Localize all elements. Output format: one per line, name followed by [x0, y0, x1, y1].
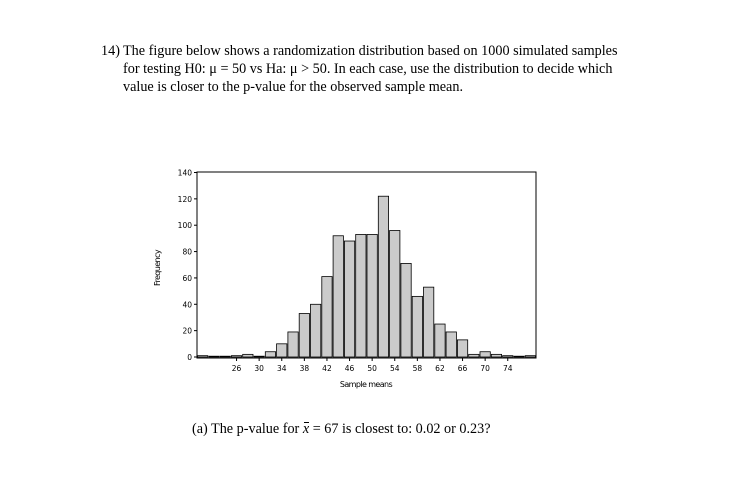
histogram-bar [401, 263, 411, 357]
y-tick-label: 120 [177, 194, 192, 204]
histogram-bar [435, 324, 445, 357]
y-tick-label: 140 [177, 168, 192, 178]
histogram-bar [457, 340, 467, 357]
x-tick-label: 74 [502, 364, 513, 373]
x-tick-label: 42 [322, 364, 332, 373]
histogram-bar [277, 344, 287, 357]
histogram-bar [254, 356, 264, 357]
problem-line-3: value is closer to the p-value for the observed sample mean. [123, 79, 463, 95]
x-tick-label: 62 [435, 364, 445, 373]
histogram-bar [231, 356, 241, 357]
histogram-bar [198, 356, 208, 357]
problem-line-2: for testing H0: μ = 50 vs Ha: μ > 50. In each case, use the distribution to decide which [123, 61, 613, 77]
question-a-label: (a) [192, 421, 208, 437]
y-tick-label: 60 [182, 273, 192, 283]
histogram-bar [209, 356, 219, 357]
histogram-bar [480, 352, 490, 357]
histogram-bar [525, 356, 535, 357]
y-tick-label: 80 [182, 247, 192, 257]
histogram-bar [322, 277, 332, 357]
histogram-bar [390, 230, 400, 357]
x-tick-label: 46 [344, 364, 355, 373]
x-tick-label: 50 [367, 364, 377, 373]
x-tick-label: 58 [412, 364, 423, 373]
x-tick-label: 26 [231, 364, 242, 373]
histogram-bar [311, 304, 321, 357]
histogram-bar [356, 234, 366, 357]
problem-line-1: The figure below shows a randomization distribution based on 1000 simulated samples [123, 43, 618, 59]
y-axis-label: Frequency [153, 250, 162, 286]
histogram-bar [469, 354, 479, 357]
question-a-text-before: The p-value for [211, 421, 300, 437]
histogram-bar [367, 234, 377, 357]
x-tick-label: 30 [254, 364, 264, 373]
x-tick-label: 34 [276, 364, 287, 373]
x-tick-label: 54 [389, 364, 400, 373]
problem-number: 14) [101, 43, 120, 59]
histogram-bar [220, 356, 230, 357]
histogram-bar [288, 332, 298, 357]
y-tick-label: 100 [177, 221, 192, 231]
histogram-bar [446, 332, 456, 357]
problem-statement [101, 42, 701, 96]
x-axis [232, 358, 513, 373]
histogram-bar [333, 236, 343, 357]
x-tick-label: 38 [299, 364, 310, 373]
x-tick-label: 66 [457, 364, 468, 373]
histogram-chart [140, 160, 560, 395]
question-a-text-after: = 67 is closest to: 0.02 or 0.23? [312, 421, 491, 437]
histogram-bar [424, 287, 434, 357]
x-bar-symbol: x [302, 421, 310, 437]
x-tick-label: 70 [480, 364, 490, 373]
histogram-bar [243, 354, 253, 357]
y-tick-label: 0 [187, 353, 192, 362]
histogram-bars [198, 196, 536, 357]
histogram-bar [378, 196, 388, 357]
histogram-bar [412, 296, 422, 357]
plot-frame [197, 172, 536, 358]
y-tick-label: 40 [182, 300, 192, 310]
histogram-bar [299, 314, 309, 357]
histogram-bar [514, 356, 524, 357]
x-axis-label: Sample means [339, 380, 393, 389]
y-tick-label: 20 [182, 326, 192, 336]
y-axis [178, 169, 197, 363]
histogram-bar [491, 354, 501, 357]
question-a [192, 421, 491, 438]
histogram-bar [344, 241, 354, 357]
histogram-bar [265, 352, 275, 357]
histogram-bar [503, 356, 513, 357]
